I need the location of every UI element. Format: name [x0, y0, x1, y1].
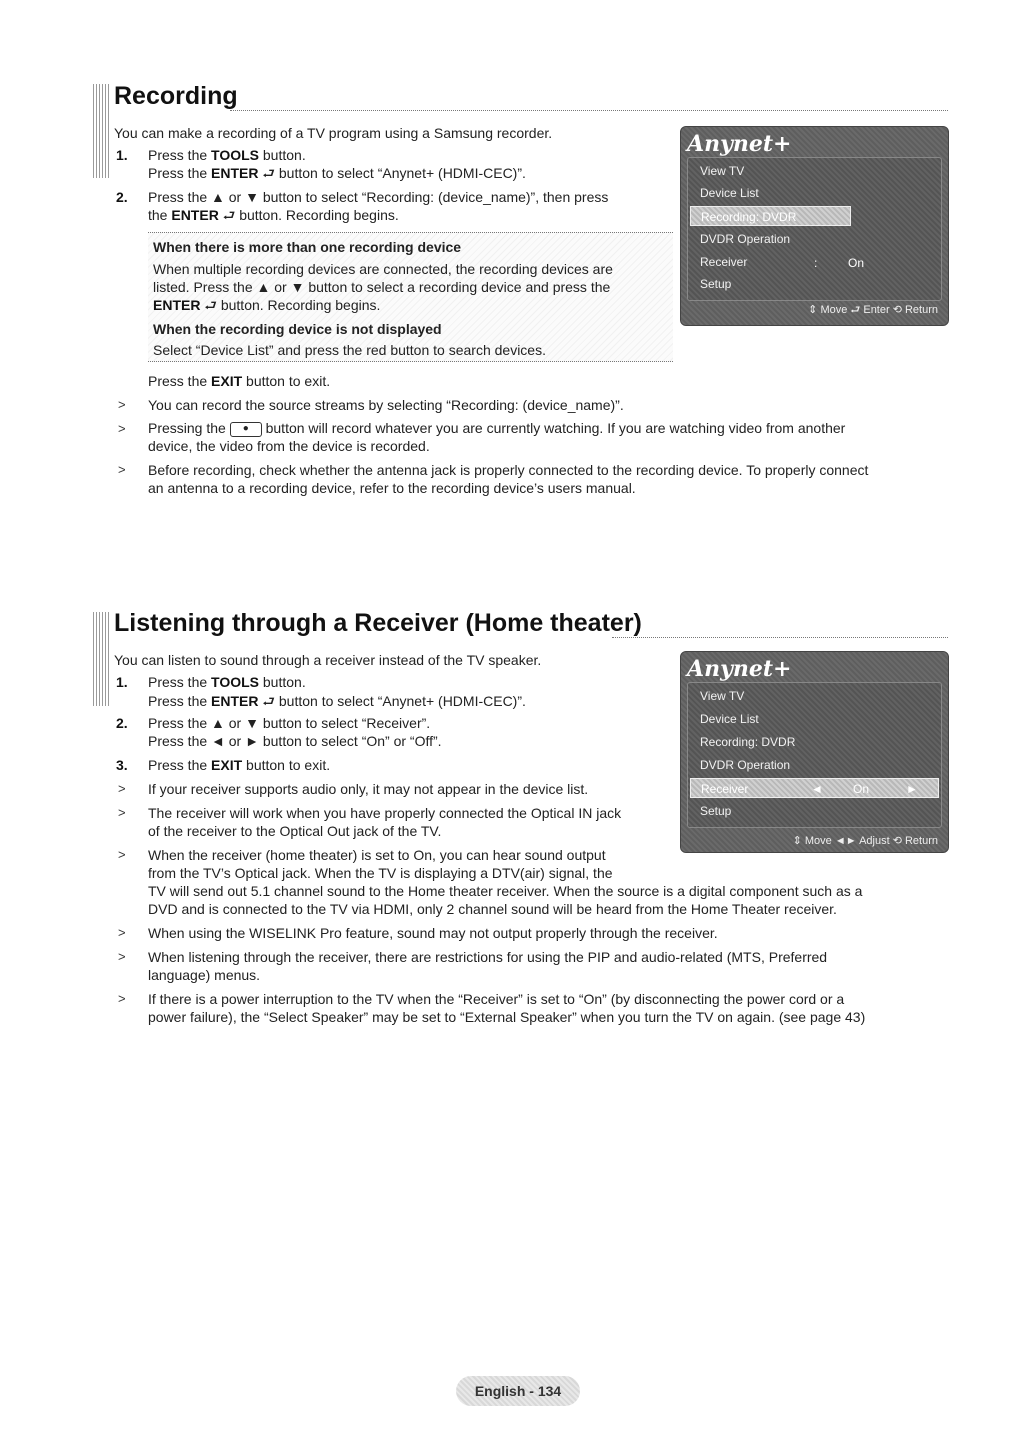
receiver-step1-line2: Press the ENTER ⮐ button to select “Anynet+ (HDMI-CEC)”. — [148, 693, 526, 709]
receiver-tip: When using the WISELINK Pro feature, sound may not output properly through the receiver. — [148, 925, 718, 941]
recording-exit: Press the EXIT button to exit. — [148, 373, 331, 389]
receiver-value: On — [853, 782, 870, 796]
receiver-step1-line1: Press the TOOLS button. — [148, 674, 306, 690]
anynet-menu — [680, 126, 949, 326]
menu-item-receiver[interactable]: Receiver — [690, 778, 939, 798]
step-number: 1. — [116, 147, 128, 163]
tip-arrow-icon: > — [118, 847, 124, 862]
menu-footer: ⇕ Move ⮐ Enter ⟲ Return — [808, 304, 938, 316]
menu-item-device-list[interactable]: Device List — [700, 186, 759, 200]
receiver-step2-line1: Press the ▲ or ▼ button to select “Receiver”. — [148, 715, 431, 731]
title-rule — [230, 110, 948, 111]
menu-panel — [687, 682, 942, 828]
anynet-logo: Anynet+ — [687, 656, 792, 682]
receiver-tip: DVD and is connected to the TV via HDMI, only 2 channel sound will be heard from the Home Theater receiver. — [148, 901, 837, 917]
tip-arrow-icon: > — [118, 397, 124, 412]
anynet-logo: Anynet+ — [687, 131, 792, 157]
section-title-recording: Recording — [114, 82, 238, 110]
recording-tip: Pressing the ● button will record whatever you are currently watching. If you are watching video from another — [148, 420, 846, 436]
receiver-tip: from the TV’s Optical jack. When the TV is displaying a DTV(air) signal, the — [148, 865, 613, 881]
tip-arrow-icon: > — [118, 781, 124, 796]
receiver-tip: language) menus. — [148, 967, 261, 983]
step-number: 2. — [116, 715, 128, 731]
note-text: listed. Press the ▲ or ▼ button to select a recording device and press the — [153, 279, 611, 295]
enter-icon: ⮐ — [204, 297, 217, 313]
receiver-intro: You can listen to sound through a receiver instead of the TV speaker. — [114, 652, 542, 668]
left-arrow-icon[interactable]: ◄ — [811, 782, 823, 796]
section-marker — [93, 612, 111, 706]
tip-arrow-icon: > — [118, 805, 124, 820]
menu-panel — [687, 157, 942, 301]
receiver-tip: When listening through the receiver, there are restrictions for using the PIP and audio-related (MTS, Preferred — [148, 949, 828, 965]
receiver-tip: of the receiver to the Optical Out jack of the TV. — [148, 823, 442, 839]
receiver-tip: TV will send out 5.1 channel sound to the Home theater receiver. When the source is a digital component such as a — [148, 883, 863, 899]
menu-item-dvdr-operation[interactable]: DVDR Operation — [700, 232, 791, 246]
tip-arrow-icon: > — [118, 949, 124, 964]
menu-item-dvdr-operation[interactable]: DVDR Operation — [700, 758, 791, 772]
note-box — [148, 232, 673, 362]
step-number: 2. — [116, 189, 128, 205]
menu-item-view-tv[interactable]: View TV — [700, 164, 745, 178]
menu-item-setup[interactable]: Setup — [700, 804, 732, 818]
receiver-tip: If there is a power interruption to the TV when the “Receiver” is set to “On” (by disconnecting the power cord or a — [148, 991, 845, 1007]
recording-tip: You can record the source streams by selecting “Recording: (device_name)”. — [148, 397, 624, 413]
menu-item-setup[interactable]: Setup — [700, 277, 732, 291]
tip-arrow-icon: > — [118, 462, 124, 477]
tip-arrow-icon: > — [118, 991, 124, 1006]
menu-item-receiver[interactable]: Receiver — [700, 255, 748, 269]
note-text: Select “Device List” and press the red button to search devices. — [153, 342, 546, 358]
recording-step1-line1: Press the TOOLS button. — [148, 147, 306, 163]
receiver-tip: The receiver will work when you have properly connected the Optical IN jack — [148, 805, 622, 821]
recording-intro: You can make a recording of a TV program using a Samsung recorder. — [114, 125, 553, 141]
section-title-receiver: Listening through a Receiver (Home theater) — [114, 609, 642, 637]
receiver-tip: When the receiver (home theater) is set to On, you can hear sound output — [148, 847, 606, 863]
recording-step2-line1: Press the ▲ or ▼ button to select “Recording: (device_name)”, then press — [148, 189, 609, 205]
section-marker — [93, 84, 111, 178]
receiver-step3: Press the EXIT button to exit. — [148, 757, 331, 773]
menu-footer: ⇕ Move ◄► Adjust ⟲ Return — [792, 835, 938, 847]
menu-item-recording[interactable]: Recording: DVDR — [690, 206, 851, 226]
receiver-tip: power failure), the “Select Speaker” may be set to “External Speaker” when you turn the TV on again. (see page 43) — [148, 1009, 866, 1025]
record-button-icon: ● — [230, 422, 262, 437]
step-number: 1. — [116, 674, 128, 690]
receiver-tip: If your receiver supports audio only, it may not appear in the device list. — [148, 781, 589, 797]
receiver-value: On — [848, 256, 865, 270]
tip-arrow-icon: > — [118, 421, 124, 436]
menu-item-view-tv[interactable]: View TV — [700, 689, 745, 703]
receiver-step2-line2: Press the ◄ or ► button to select “On” or “Off”. — [148, 733, 442, 749]
title-rule — [612, 637, 948, 638]
menu-item-device-list[interactable]: Device List — [700, 712, 759, 726]
enter-icon: ⮐ — [222, 207, 236, 223]
page-number: English - 134 — [456, 1376, 580, 1406]
recording-step2-line2: the ENTER ⮐ button. Recording begins. — [148, 207, 399, 223]
menu-item-recording[interactable]: Recording: DVDR — [700, 735, 796, 749]
recording-tip: device, the video from the device is recorded. — [148, 438, 430, 454]
recording-step1-line2: Press the ENTER ⮐ button to select “Anynet+ (HDMI-CEC)”. — [148, 165, 526, 181]
enter-icon: ⮐ — [262, 693, 275, 709]
note-heading: When the recording device is not displayed — [153, 321, 442, 337]
note-text: When multiple recording devices are connected, the recording devices are — [153, 261, 613, 277]
recording-tip: an antenna to a recording device, refer to the recording device’s users manual. — [148, 480, 636, 496]
anynet-menu — [680, 651, 949, 853]
receiver-separator: : — [814, 256, 818, 270]
tip-arrow-icon: > — [118, 925, 124, 940]
enter-icon: ⮐ — [262, 165, 275, 181]
recording-tip: Before recording, check whether the antenna jack is properly connected to the recording device. To properly connect — [148, 462, 869, 478]
right-arrow-icon[interactable]: ► — [906, 782, 918, 796]
note-text: ENTER ⮐ button. Recording begins. — [153, 297, 381, 313]
step-number: 3. — [116, 757, 128, 773]
note-heading: When there is more than one recording device — [153, 239, 462, 255]
